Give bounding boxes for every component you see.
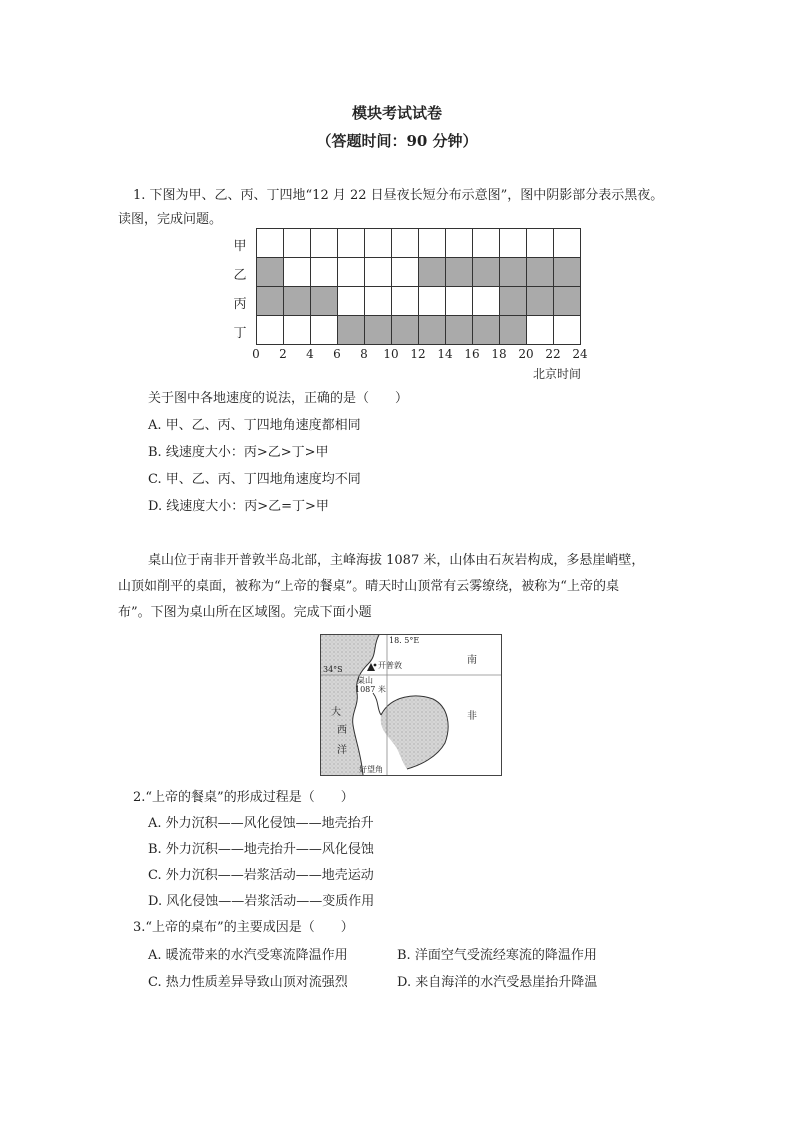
x-tick-label: 8 — [360, 347, 368, 361]
day-cell — [256, 228, 284, 258]
q1-question: 关于图中各地速度的说法，正确的是（ ） — [148, 391, 409, 406]
q3-stem: 3.“上帝的桌布”的主要成因是（ ） — [133, 920, 354, 935]
day-cell — [283, 228, 311, 258]
x-tick-label: 4 — [306, 347, 314, 361]
x-tick-label: 12 — [410, 347, 426, 361]
day-cell — [310, 257, 338, 287]
q1-option-d[interactable]: D. 线速度大小：丙>乙=丁>甲 — [148, 499, 329, 514]
night-cell — [418, 315, 446, 345]
night-cell — [499, 315, 527, 345]
x-tick-label: 6 — [333, 347, 341, 361]
night-cell — [499, 286, 527, 316]
day-cell — [526, 315, 554, 345]
night-cell — [391, 315, 419, 345]
day-cell — [553, 315, 581, 345]
q2-option-a[interactable]: A. 外力沉积——风化侵蚀——地壳抬升 — [148, 816, 374, 831]
night-cell — [364, 315, 392, 345]
day-cell — [364, 257, 392, 287]
x-tick-label: 22 — [545, 347, 561, 361]
night-cell — [445, 257, 473, 287]
row-label: 丁 — [233, 326, 247, 341]
row-label: 甲 — [233, 239, 247, 254]
day-cell — [445, 228, 473, 258]
day-cell — [283, 257, 311, 287]
day-cell — [391, 257, 419, 287]
map-ocean-char-1: 大 — [331, 707, 341, 718]
day-night-figure — [228, 228, 598, 386]
map-land-char-1: 南 — [467, 655, 477, 666]
day-cell — [499, 228, 527, 258]
map-cape-label: 好望角 — [359, 765, 383, 774]
q1-option-a[interactable]: A. 甲、乙、丙、丁四地角速度都相同 — [148, 418, 361, 433]
x-tick-label: 10 — [383, 347, 399, 361]
day-cell — [526, 228, 554, 258]
q1-stem-line2: 读图，完成问题。 — [118, 212, 223, 227]
page-subtitle: （答题时间：90 分钟） — [316, 132, 478, 150]
day-cell — [283, 315, 311, 345]
x-tick-label: 24 — [572, 347, 588, 361]
night-cell — [310, 286, 338, 316]
passage-line2: 山顶如削平的桌面，被称为“上帝的餐桌”。晴天时山顶常有云雾缭绕，被称为“上帝的桌 — [118, 579, 619, 594]
passage-line1: 桌山位于南非开普敦半岛北部，主峰海拔 1087 米，山体由石灰岩构成，多悬崖峭壁， — [148, 553, 645, 568]
q2-option-d[interactable]: D. 风化侵蚀——岩浆活动——变质作用 — [148, 894, 375, 909]
day-cell — [310, 228, 338, 258]
map-lon-label: 18. 5°E — [389, 636, 420, 645]
x-tick-label: 18 — [491, 347, 507, 361]
row-label: 丙 — [233, 297, 247, 312]
map-city-label: 开普敦 — [378, 661, 402, 670]
day-cell — [472, 286, 500, 316]
day-cell — [472, 228, 500, 258]
night-cell — [418, 257, 446, 287]
day-cell — [310, 315, 338, 345]
day-cell — [337, 228, 365, 258]
night-cell — [526, 257, 554, 287]
day-cell — [391, 228, 419, 258]
map-lat-label: 34°S — [323, 665, 343, 674]
map-land-char-2: 非 — [467, 711, 477, 722]
night-cell — [526, 286, 554, 316]
q1-option-b[interactable]: B. 线速度大小：丙>乙>丁>甲 — [148, 445, 329, 460]
day-cell — [364, 228, 392, 258]
city-icon — [374, 664, 377, 667]
q3-option-b[interactable]: B. 洋面空气受流经寒流的降温作用 — [397, 948, 597, 963]
day-cell — [337, 257, 365, 287]
night-cell — [472, 257, 500, 287]
row-label: 乙 — [233, 268, 247, 283]
map-mountain-label: 桌山 — [357, 676, 373, 685]
x-axis-label: 北京时间 — [533, 367, 582, 381]
q2-stem: 2.“上帝的餐桌”的形成过程是（ ） — [133, 790, 354, 805]
x-tick-label: 14 — [437, 347, 453, 361]
x-tick-label: 0 — [252, 347, 260, 361]
passage-line3: 布”。下图为桌山所在区域图。完成下面小题 — [118, 605, 372, 620]
night-cell — [445, 315, 473, 345]
ocean-area — [321, 635, 379, 775]
night-cell — [337, 315, 365, 345]
day-cell — [418, 228, 446, 258]
day-cell — [337, 286, 365, 316]
q3-option-c[interactable]: C. 热力性质差异导致山顶对流强烈 — [148, 975, 348, 990]
q3-option-a[interactable]: A. 暖流带来的水汽受寒流降温作用 — [148, 948, 348, 963]
day-cell — [364, 286, 392, 316]
x-tick-label: 16 — [464, 347, 480, 361]
day-cell — [553, 228, 581, 258]
q2-option-c[interactable]: C. 外力沉积——岩浆活动——地壳运动 — [148, 868, 374, 883]
table-mountain-map — [320, 634, 502, 776]
q1-stem-line1: 1. 下图为甲、乙、丙、丁四地“12 月 22 日昼夜长短分布示意图”，图中阴影部分表示黑夜。 — [133, 188, 664, 203]
q1-option-c[interactable]: C. 甲、乙、丙、丁四地角速度均不同 — [148, 472, 361, 487]
night-cell — [283, 286, 311, 316]
night-cell — [553, 257, 581, 287]
night-cell — [472, 315, 500, 345]
night-cell — [256, 257, 284, 287]
night-cell — [256, 286, 284, 316]
q3-option-d[interactable]: D. 来自海洋的水汽受悬崖抬升降温 — [397, 975, 598, 990]
map-ocean-char-2: 西 — [337, 725, 347, 736]
map-elevation-label: 1087 米 — [355, 685, 386, 694]
map-ocean-char-3: 洋 — [337, 745, 347, 756]
day-cell — [418, 286, 446, 316]
x-tick-label: 20 — [518, 347, 534, 361]
day-cell — [256, 315, 284, 345]
day-cell — [445, 286, 473, 316]
page-title: 模块考试试卷 — [351, 104, 442, 122]
night-cell — [499, 257, 527, 287]
night-cell — [553, 286, 581, 316]
x-tick-label: 2 — [279, 347, 287, 361]
day-cell — [391, 286, 419, 316]
q2-option-b[interactable]: B. 外力沉积——地壳抬升——风化侵蚀 — [148, 842, 374, 857]
bay-area — [381, 696, 448, 769]
